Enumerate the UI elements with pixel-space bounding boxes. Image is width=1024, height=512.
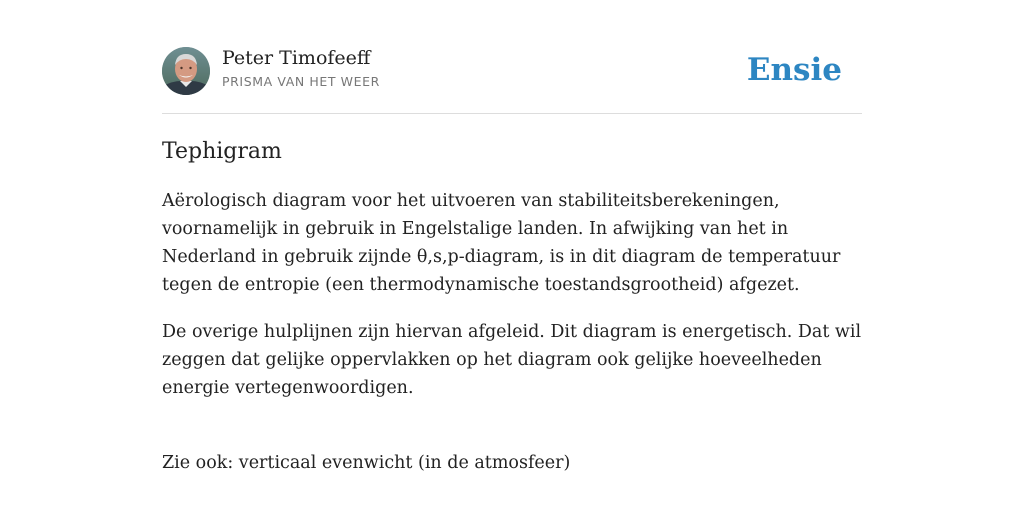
brand-logo[interactable]: Ensie: [746, 52, 842, 88]
author-name[interactable]: Peter Timofeeff: [222, 47, 371, 69]
entry-paragraph: De overige hulplijnen zijn hiervan afgeleid. Dit diagram is energetisch. Dat wil zeggen dat gelijke oppervlakken op het diagram ook gelijke hoeveelheden energie vertegenwoordigen.: [162, 322, 862, 398]
entry-content: [162, 136, 862, 477]
entry-paragraph: Aërologisch diagram voor het uitvoeren van stabiliteitsberekeningen, voornamelijk in gebruik in Engelstalige landen. In afwijking van het in Nederland in gebruik zijnde θ,s,p-diagram, is in dit diagram de temperatuur tegen de entropie (een thermodynamische toestandsgrootheid) afgezet.: [162, 191, 841, 295]
paragraph-spacer: [162, 421, 862, 449]
author-avatar[interactable]: [162, 47, 210, 95]
author-source[interactable]: PRISMA VAN HET WEER: [222, 74, 380, 89]
header-divider: [162, 113, 862, 114]
entry-title: Tephigram: [162, 139, 282, 164]
entry-header: [162, 46, 862, 96]
avatar-photo-icon: [162, 47, 210, 95]
see-also-line: Zie ook: verticaal evenwicht (in de atmosfeer): [162, 453, 571, 473]
